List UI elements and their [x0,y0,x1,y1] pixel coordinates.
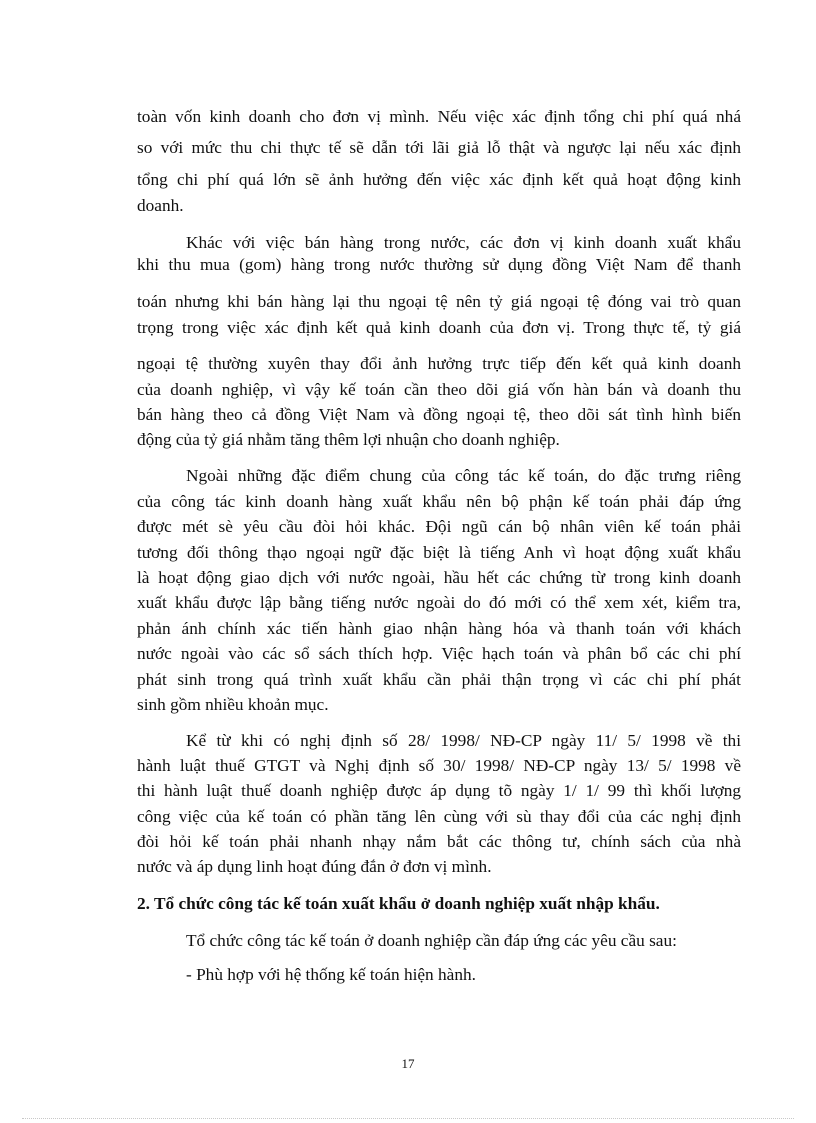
paragraph-2-line-8: động của tỷ giá nhằm tăng thêm lợi nhuận cho doanh nghiệp. [137,430,560,449]
paragraph-1-line-3: tổng chi phí quá lớn sẽ ảnh hưởng đến việc xác định kết quả hoạt động kinh [137,170,741,189]
footer-divider [22,1118,794,1119]
paragraph-2-line-4: trọng trong việc xác định kết quả kinh doanh của đơn vị. Trong thực tế, tỷ giá [137,318,741,337]
paragraph-3-line-6: xuất khẩu được lập bằng tiếng nước ngoài do đó mới có thể xem xét, kiểm tra, [137,593,741,612]
page-number: 17 [401,1056,415,1071]
paragraph-2-line-6: của doanh nghiệp, vì vậy kế toán cần theo dõi giá vốn hàn bán và doanh thu [137,380,741,399]
paragraph-3-line-4: tương đối thông thạo ngoại ngữ đặc biệt là tiếng Anh vì hoạt động xuất khẩu [137,543,741,562]
paragraph-4-line-1: Kể từ khi có nghị định số 28/ 1998/ NĐ-CP ngày 11/ 5/ 1998 về thi [186,731,741,750]
requirement-item: - Phù hợp với hệ thống kế toán hiện hành. [186,965,476,984]
paragraph-3-line-9: phát sinh trong quá trình xuất khẩu cần phải thận trọng vì các chi phí phát [137,670,741,689]
paragraph-1-line-1: toàn vốn kinh doanh cho đơn vị mình. Nếu việc xác định tổng chi phí quá nhá [137,107,741,126]
paragraph-3-line-7: phản ánh chính xác tiến hành giao nhận hàng hóa và thanh toán với khách [137,619,741,638]
paragraph-2-line-7: bán hàng theo cả đồng Việt Nam và đồng ngoại tệ, theo dõi sát tình hình biến [137,405,741,424]
paragraph-4-line-6: nước và áp dụng linh hoạt đúng đắn ở đơn vị mình. [137,857,492,876]
paragraph-2-line-1: Khác với việc bán hàng trong nước, các đơn vị kinh doanh xuất khẩu [186,233,741,252]
paragraph-2-line-3: toán nhưng khi bán hàng lại thu ngoại tệ nên tỷ giá ngoại tệ đóng vai trò quan [137,292,741,311]
paragraph-3-line-2: của công tác kinh doanh hàng xuất khẩu nên bộ phận kế toán phải đáp ứng [137,492,741,511]
paragraph-4-line-5: đòi hỏi kế toán phải nhanh nhạy nắm bắt các thông tư, chính sách của nhà [137,832,741,851]
paragraph-1-line-2: so với mức thu chi thực tế sẽ dẫn tới lãi giả lỗ thật và ngược lại nếu xác định [137,138,741,157]
paragraph-3-line-10: sinh gồm nhiều khoản mục. [137,695,329,714]
paragraph-4-line-3: thi hành luật thuế doanh nghiệp được áp dụng tõ ngày 1/ 1/ 99 thì khối lượng [137,781,741,800]
paragraph-3-line-3: được mét sè yêu cầu đòi hỏi khác. Đội ngũ cán bộ nhân viên kế toán phải [137,517,741,536]
paragraph-1-line-4: doanh. [137,196,184,215]
paragraph-2-line-5: ngoại tệ thường xuyên thay đổi ảnh hưởng trực tiếp đến kết quả kinh doanh [137,354,741,373]
paragraph-3-line-1: Ngoài những đặc điểm chung của công tác kế toán, do đặc trưng riêng [186,466,741,485]
paragraph-3-line-5: là hoạt động giao dịch với nước ngoài, hầu hết các chứng từ trong kinh doanh [137,568,741,587]
paragraph-2-line-2: khi thu mua (gom) hàng trong nước thường sử dụng đồng Việt Nam để thanh [137,255,741,274]
section-intro: Tổ chức công tác kế toán ở doanh nghiệp cần đáp ứng các yêu cầu sau: [186,931,677,950]
paragraph-3-line-8: nước ngoài vào các sổ sách thích hợp. Việc hạch toán và phân bổ các chi phí [137,644,741,663]
section-heading: 2. Tổ chức công tác kế toán xuất khẩu ở doanh nghiệp xuất nhập khẩu. [137,894,660,913]
paragraph-4-line-4: công việc của kế toán có phần tăng lên cùng với sù thay đổi của các nghị định [137,807,741,826]
paragraph-4-line-2: hành luật thuế GTGT và Nghị định số 30/ 1998/ NĐ-CP ngày 13/ 5/ 1998 về [137,756,741,775]
